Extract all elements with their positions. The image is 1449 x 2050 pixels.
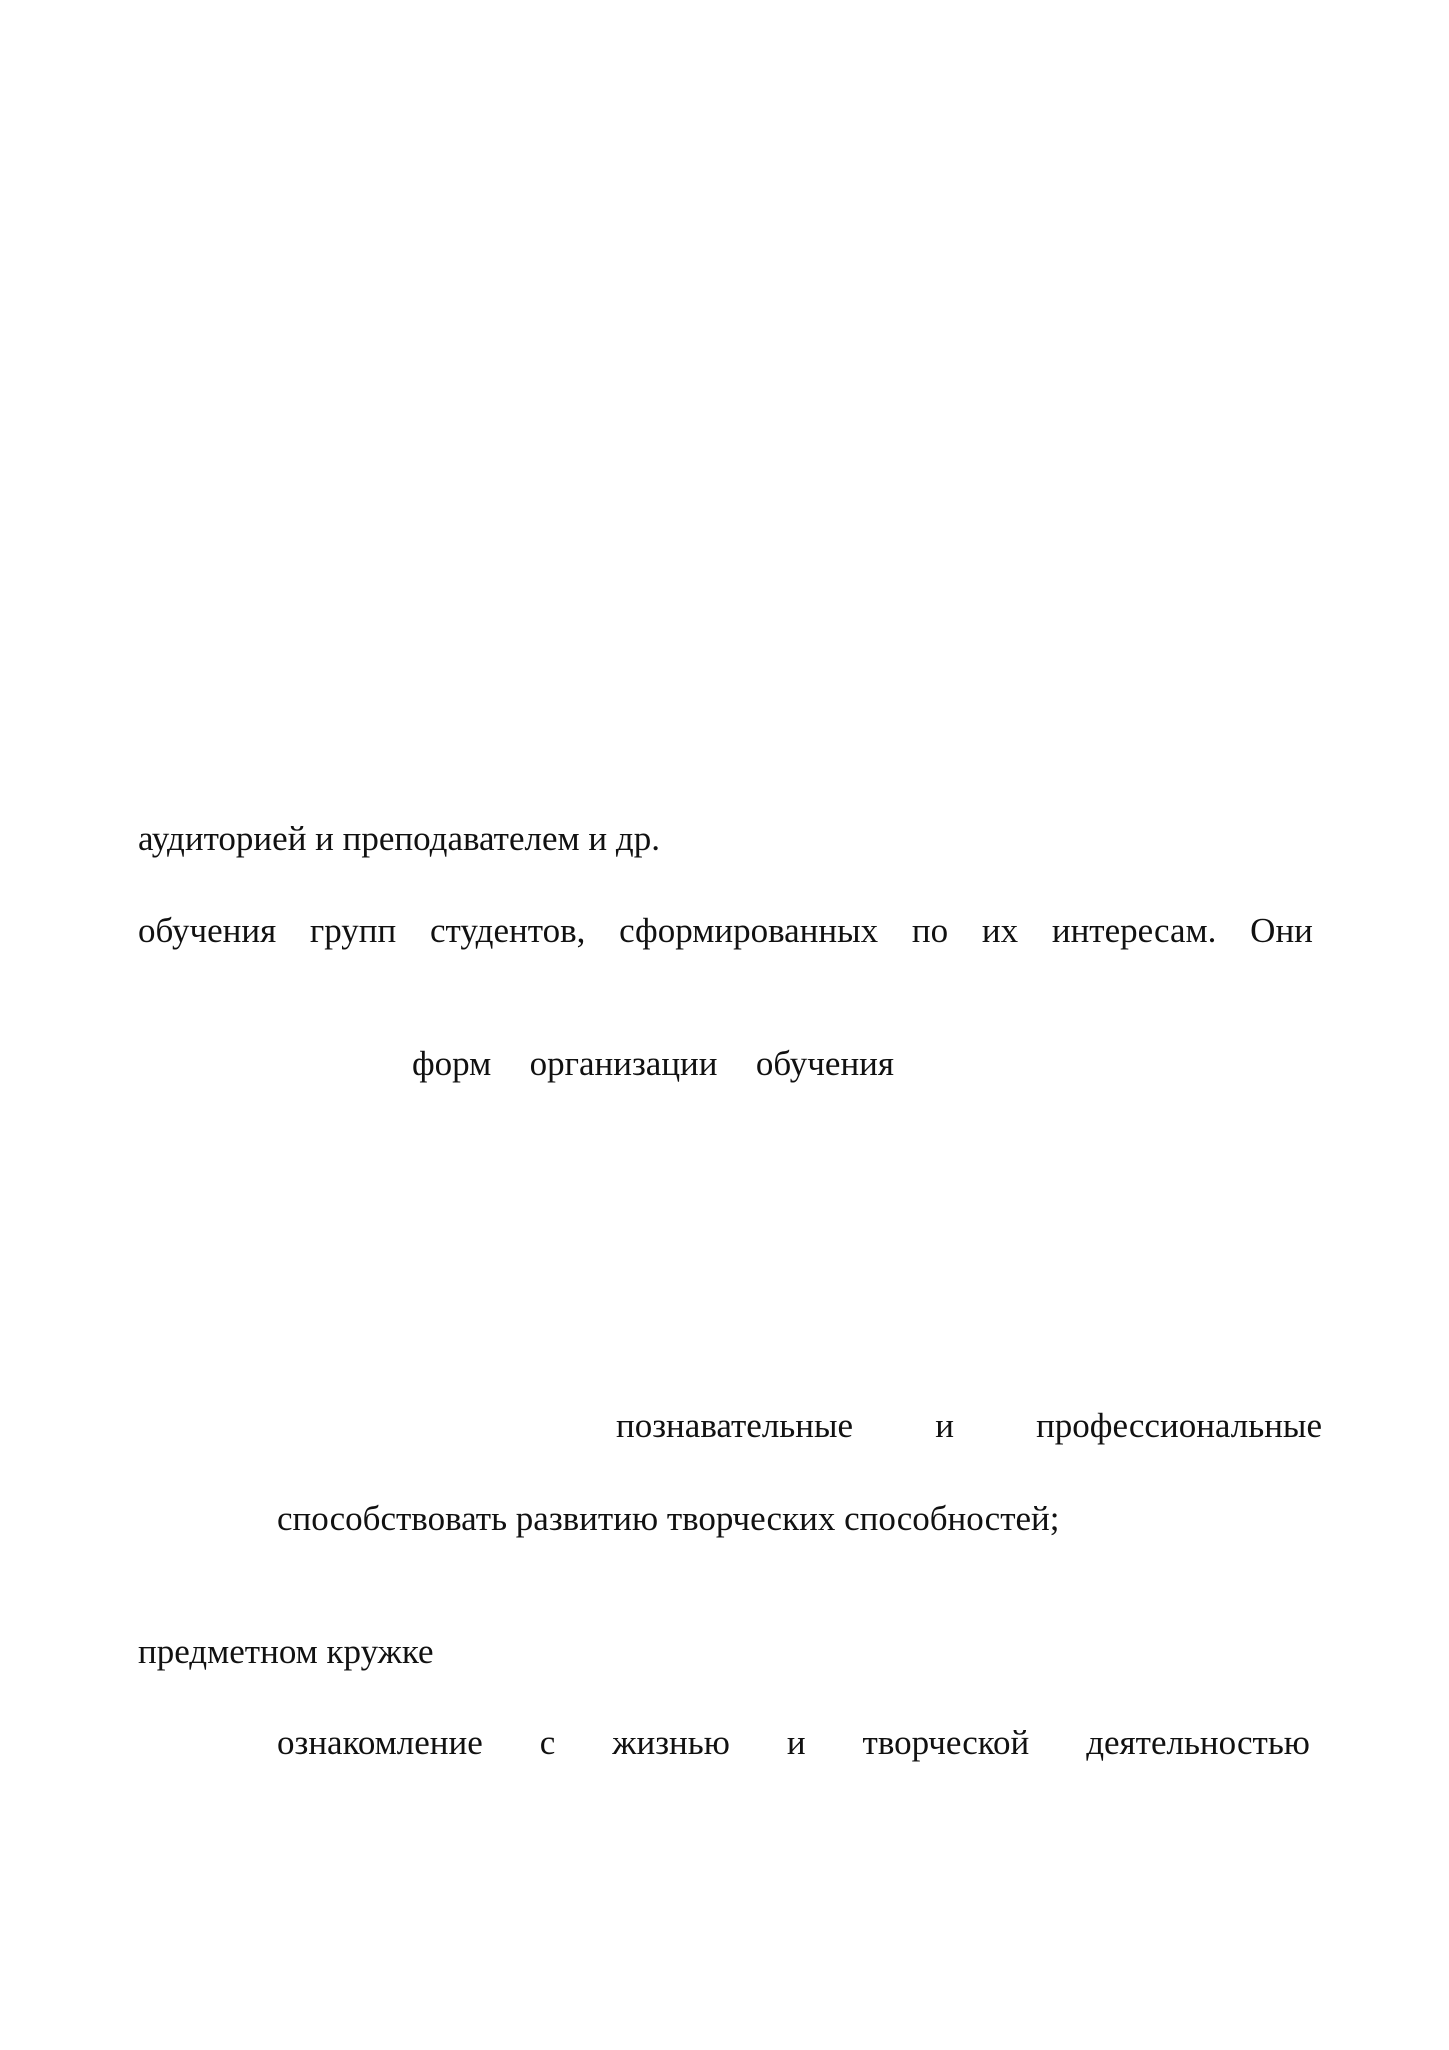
word: интересам. — [1051, 911, 1217, 950]
text-line-5: способствовать развитию творческих способностей; — [277, 1499, 1060, 1538]
word: форм — [412, 1044, 492, 1083]
word: обучения — [138, 911, 277, 950]
text-line-4 — [616, 1404, 1322, 1448]
word: Они — [1250, 911, 1313, 950]
text-line-7 — [277, 1721, 1310, 1765]
word: сформированных — [619, 911, 879, 950]
text-line-2 — [138, 909, 1313, 953]
word: познавательные — [616, 1406, 854, 1445]
word: студентов, — [430, 911, 586, 950]
text-line-1: аудиторией и преподавателем и др. — [138, 819, 660, 858]
word: жизнью — [612, 1723, 730, 1762]
word: и — [786, 1723, 806, 1762]
word: групп — [309, 911, 397, 950]
word: ознакомление — [277, 1723, 483, 1762]
word: и — [935, 1406, 954, 1445]
word: их — [981, 911, 1019, 950]
text-line-6: предметном кружке — [138, 1632, 434, 1671]
word: обучения — [755, 1044, 894, 1083]
word: профессиональные — [1036, 1406, 1322, 1445]
word: творческой — [862, 1723, 1030, 1762]
word: деятельностью — [1086, 1723, 1310, 1762]
word: с — [539, 1723, 556, 1762]
word: организации — [529, 1044, 718, 1083]
text-line-3 — [412, 1042, 894, 1086]
word: по — [911, 911, 949, 950]
